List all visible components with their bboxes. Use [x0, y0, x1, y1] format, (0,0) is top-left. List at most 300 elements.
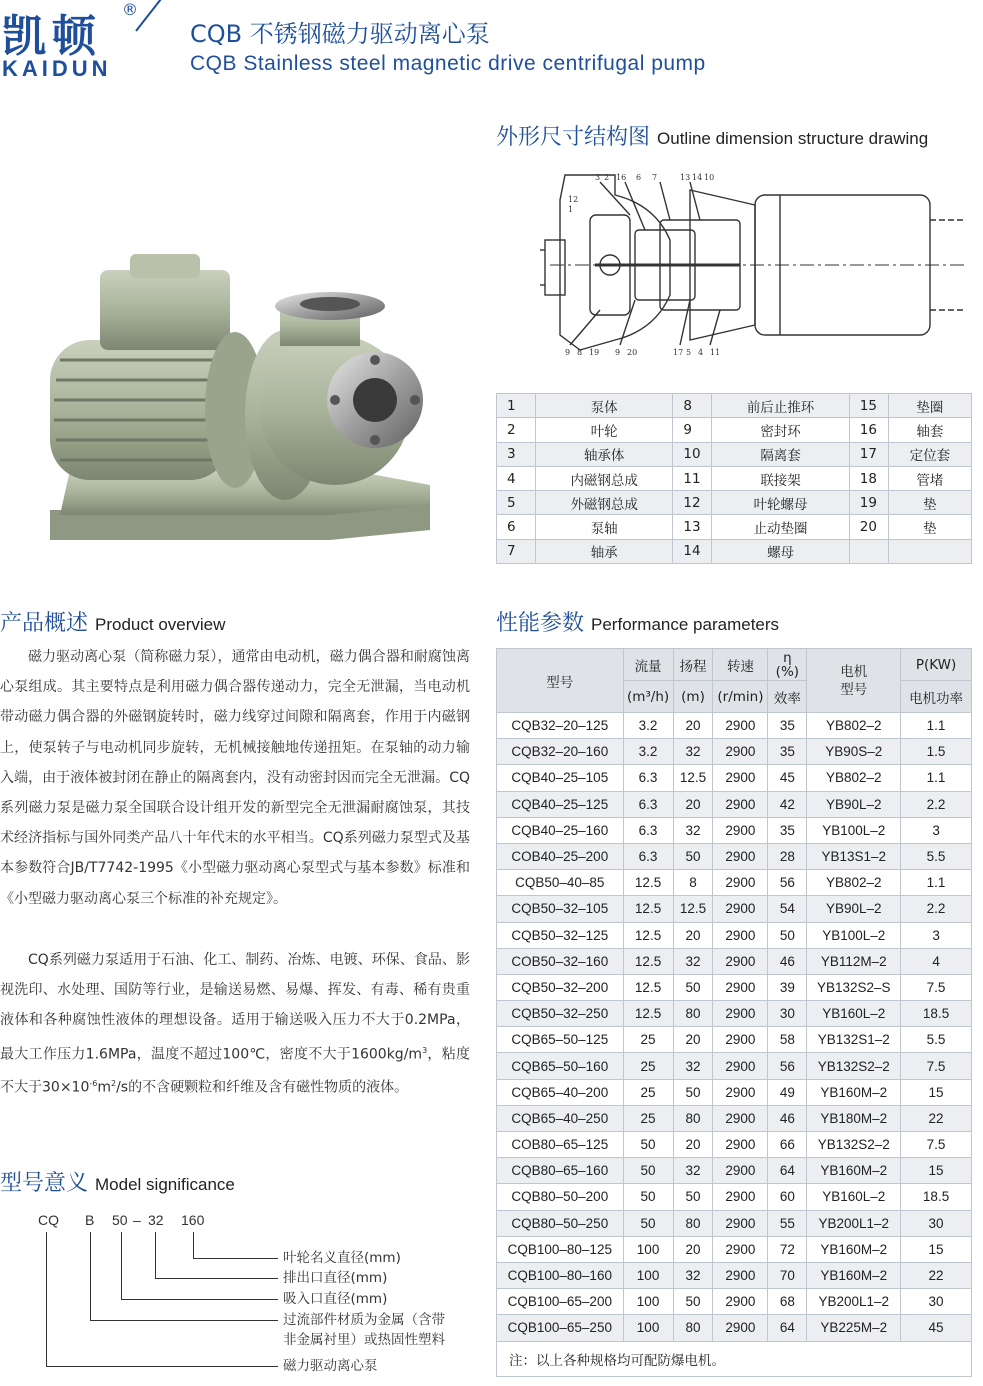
- outline-dimension-drawing: [540, 160, 970, 360]
- head-cell: 50: [673, 1184, 713, 1210]
- motor-cell: YB132S1–2: [807, 1027, 901, 1053]
- part-name: 管堵: [888, 466, 971, 490]
- performance-row: [497, 765, 972, 791]
- efficiency-cell: 46: [768, 1105, 807, 1131]
- speed-cell: 2900: [713, 922, 768, 948]
- parts-row: [497, 466, 972, 490]
- bracket-vertical-impeller: [193, 1232, 194, 1258]
- speed-cell: 2900: [713, 948, 768, 974]
- power-cell: 1.1: [901, 870, 972, 896]
- speed-cell: 2900: [713, 1315, 768, 1341]
- speed-cell: 2900: [713, 843, 768, 869]
- part-number: 19: [849, 491, 888, 515]
- part-name: 叶轮: [536, 418, 673, 442]
- bracket-vertical-material: [90, 1232, 91, 1320]
- header-speed: 转速: [713, 649, 768, 681]
- head-cell: 50: [673, 974, 713, 1000]
- model-section-title: [0, 1166, 235, 1197]
- model-code-b: B: [85, 1212, 95, 1228]
- flow-cell: 3.2: [623, 713, 673, 739]
- part-name: 前后止推环: [712, 394, 849, 418]
- speed-cell: 2900: [713, 817, 768, 843]
- model-cell: CQB80–50–250: [497, 1210, 624, 1236]
- overview-p2-text-c: ，粘度不大于30×10: [0, 1046, 470, 1097]
- parts-table: [496, 393, 972, 564]
- performance-row: [497, 1158, 972, 1184]
- efficiency-cell: 50: [768, 922, 807, 948]
- overview-p2-text-a: CQ系列磁力泵适用于石油、化工、制药、冶炼、电镀、环保、食品、影视洗印、水处理、国防等行业，是输送易燃、易爆、挥发、有毒、稀有贵重液体和各种腐蚀性液体的理想设备。适用于输送吸入压力不大于0.2MPa，最大工作压力1.6MPa，温度不超过100℃，密度不大于1600kg/m: [0, 952, 470, 1063]
- pump-photo-illustration: [30, 240, 450, 540]
- motor-cell: YB100L–2: [807, 817, 901, 843]
- performance-row: [497, 1053, 972, 1079]
- header-eff-symbol: [768, 649, 807, 681]
- part-name: 泵轴: [536, 515, 673, 539]
- performance-row: [497, 922, 972, 948]
- model-cell: CQB80–50–200: [497, 1184, 624, 1210]
- callout-top-5: 7: [652, 173, 658, 182]
- head-cell: 12.5: [673, 765, 713, 791]
- part-name: 螺母: [712, 539, 849, 563]
- flow-cell: 25: [623, 1053, 673, 1079]
- page-title-cn: CQB 不锈钢磁力驱动离心泵: [190, 20, 490, 48]
- part-name: 泵体: [536, 394, 673, 418]
- part-number: 6: [497, 515, 536, 539]
- part-name: 隔离套: [712, 442, 849, 466]
- efficiency-cell: 30: [768, 1001, 807, 1027]
- power-cell: 1.5: [901, 739, 972, 765]
- model-cell: CQB50–32–105: [497, 896, 624, 922]
- head-cell: 50: [673, 1289, 713, 1315]
- power-cell: 5.5: [901, 843, 972, 869]
- speed-cell: 2900: [713, 739, 768, 765]
- performance-row: [497, 791, 972, 817]
- eff-symbol: η: [783, 649, 792, 666]
- model-cell: COB40–25–200: [497, 843, 624, 869]
- part-number: 2: [497, 418, 536, 442]
- part-number: 14: [673, 539, 712, 563]
- overview-paragraph-2: [0, 945, 470, 1103]
- model-label-material-2: 非金属衬里）或热固性塑料: [283, 1332, 445, 1348]
- motor-cell: YB112M–2: [807, 948, 901, 974]
- performance-row: [497, 1079, 972, 1105]
- overview-p2-sup-1: 3: [422, 1045, 428, 1055]
- flow-cell: 6.3: [623, 843, 673, 869]
- callout-bottom-6: 17: [673, 348, 684, 357]
- header-head-unit: (m): [673, 681, 713, 713]
- part-name: 定位套: [888, 442, 971, 466]
- efficiency-cell: 35: [768, 739, 807, 765]
- parts-row: [497, 515, 972, 539]
- motor-cell: YB160M–2: [807, 1079, 901, 1105]
- efficiency-cell: 49: [768, 1079, 807, 1105]
- performance-row: [497, 870, 972, 896]
- bracket-horizontal-cq: [46, 1366, 278, 1367]
- flow-cell: 12.5: [623, 870, 673, 896]
- model-cell: CQB65–50–125: [497, 1027, 624, 1053]
- speed-cell: 2900: [713, 765, 768, 791]
- outline-title-cn: 外形尺寸结构图: [496, 125, 651, 150]
- speed-cell: 2900: [713, 791, 768, 817]
- motor-cell: YB132S2–2: [807, 1132, 901, 1158]
- performance-title-en: Performance parameters: [591, 615, 780, 634]
- performance-row: [497, 1184, 972, 1210]
- power-cell: 18.5: [901, 1001, 972, 1027]
- motor-cell: YB802–2: [807, 765, 901, 791]
- part-number: 5: [497, 491, 536, 515]
- motor-cell: YB160M–2: [807, 1158, 901, 1184]
- speed-cell: 2900: [713, 870, 768, 896]
- motor-cell: YB200L1–2: [807, 1289, 901, 1315]
- part-name: 止动垫圈: [712, 515, 849, 539]
- speed-cell: 2900: [713, 1079, 768, 1105]
- flow-cell: 3.2: [623, 739, 673, 765]
- part-number: 1: [497, 394, 536, 418]
- performance-row: [497, 1001, 972, 1027]
- part-name: 叶轮螺母: [712, 491, 849, 515]
- bracket-horizontal-impeller: [193, 1258, 278, 1259]
- motor-label-2: 型号: [840, 681, 868, 698]
- power-cell: 2.2: [901, 896, 972, 922]
- part-number: 10: [673, 442, 712, 466]
- part-number: 15: [849, 394, 888, 418]
- power-cell: 30: [901, 1210, 972, 1236]
- callout-bottom-7: 5: [686, 348, 692, 357]
- parts-row: [497, 418, 972, 442]
- head-cell: 20: [673, 1132, 713, 1158]
- motor-cell: YB132S2–2: [807, 1053, 901, 1079]
- part-number: 4: [497, 466, 536, 490]
- eff-percent: (%): [775, 663, 800, 680]
- speed-cell: 2900: [713, 896, 768, 922]
- performance-row: [497, 948, 972, 974]
- bracket-horizontal-material: [90, 1320, 278, 1321]
- part-number: 8: [673, 394, 712, 418]
- header-model: 型号: [497, 649, 624, 713]
- efficiency-cell: 60: [768, 1184, 807, 1210]
- part-number: 9: [673, 418, 712, 442]
- motor-cell: YB90L–2: [807, 896, 901, 922]
- head-cell: 32: [673, 817, 713, 843]
- performance-row: [497, 817, 972, 843]
- speed-cell: 2900: [713, 1289, 768, 1315]
- efficiency-cell: 35: [768, 713, 807, 739]
- header-head: 扬程: [673, 649, 713, 681]
- part-number: 18: [849, 466, 888, 490]
- efficiency-cell: 54: [768, 896, 807, 922]
- registered-mark: ®: [122, 0, 138, 19]
- part-number: 11: [673, 466, 712, 490]
- speed-cell: 2900: [713, 1210, 768, 1236]
- part-name: 垫: [888, 515, 971, 539]
- efficiency-cell: 58: [768, 1027, 807, 1053]
- bracket-horizontal-outlet: [155, 1278, 278, 1279]
- efficiency-cell: 55: [768, 1210, 807, 1236]
- bracket-vertical-inlet: [121, 1232, 122, 1299]
- head-cell: 50: [673, 843, 713, 869]
- head-cell: 20: [673, 791, 713, 817]
- performance-row: [497, 1132, 972, 1158]
- model-cell: COB80–65–125: [497, 1132, 624, 1158]
- performance-row: [497, 1315, 972, 1341]
- performance-row: [497, 1105, 972, 1131]
- motor-cell: YB90L–2: [807, 791, 901, 817]
- speed-cell: 2900: [713, 1132, 768, 1158]
- performance-row: [497, 739, 972, 765]
- power-cell: 3: [901, 817, 972, 843]
- motor-cell: YB225M–2: [807, 1315, 901, 1341]
- callout-top-3: 16: [616, 173, 627, 182]
- brand-logo-cn: 凯顿: [2, 11, 102, 62]
- bracket-vertical-outlet: [155, 1232, 156, 1278]
- motor-cell: YB180M–2: [807, 1105, 901, 1131]
- power-cell: 45: [901, 1315, 972, 1341]
- part-name: 轴承: [536, 539, 673, 563]
- performance-table: [496, 648, 972, 1377]
- parts-row: [497, 394, 972, 418]
- performance-section-title: [496, 606, 779, 637]
- efficiency-cell: 70: [768, 1262, 807, 1288]
- part-name: 内磁钢总成: [536, 466, 673, 490]
- performance-row: [497, 1236, 972, 1262]
- model-cell: CQB40–25–105: [497, 765, 624, 791]
- model-label-outlet: 排出口直径(mm): [283, 1270, 388, 1286]
- performance-title-cn: 性能参数: [496, 611, 585, 636]
- motor-cell: YB13S1–2: [807, 843, 901, 869]
- flow-cell: 25: [623, 1105, 673, 1131]
- parts-row: [497, 539, 972, 563]
- outline-section-title: [496, 120, 928, 151]
- flow-cell: 12.5: [623, 974, 673, 1000]
- motor-cell: YB160M–2: [807, 1236, 901, 1262]
- overview-p2-text-g: /s的不含硬颗粒和纤维及含有磁性物质的液体。: [116, 1080, 409, 1097]
- model-cell: CQB50–40–85: [497, 870, 624, 896]
- callout-bottom-2: 8: [577, 348, 583, 357]
- flow-cell: 100: [623, 1236, 673, 1262]
- model-cell: CQB65–40–250: [497, 1105, 624, 1131]
- speed-cell: 2900: [713, 1001, 768, 1027]
- flow-cell: 6.3: [623, 791, 673, 817]
- motor-cell: YB802–2: [807, 870, 901, 896]
- flow-cell: 100: [623, 1262, 673, 1288]
- flow-cell: 25: [623, 1027, 673, 1053]
- efficiency-cell: 28: [768, 843, 807, 869]
- flow-cell: 25: [623, 1079, 673, 1105]
- head-cell: 32: [673, 739, 713, 765]
- flow-cell: 50: [623, 1158, 673, 1184]
- model-cell: CQB100–65–250: [497, 1315, 624, 1341]
- part-name: 垫圈: [888, 394, 971, 418]
- overview-p2-sup-2: -6: [89, 1079, 98, 1089]
- model-cell: CQB100–80–125: [497, 1236, 624, 1262]
- flow-cell: 12.5: [623, 922, 673, 948]
- header-power: P(KW): [901, 649, 972, 681]
- callout-top-8: 10: [704, 173, 715, 182]
- brand-logo-en: KAIDUN: [2, 56, 112, 81]
- header-motor: [807, 649, 901, 713]
- overview-paragraph-1: 磁力驱动离心泵（简称磁力泵），通常由电动机，磁力偶合器和耐腐蚀离心泵组成。其主要特点是利用磁力偶合器传递动力，完全无泄漏，当电动机带动磁力偶合器的外磁钢旋转时，磁力线穿过间隙和隔离套，作用于内磁钢上，使泵转子与电动机同步旋转，无机械接触地传递扭矩。在泵轴的动力输入端，由于液体被封闭在静止的隔离套内，没有动密封因而完全无泄漏。CQ系列磁力泵是磁力泵全国联合设计组开发的新型完全无泄漏耐腐蚀泵，其技术经济指标与国外同类产品八十年代末的水平相当。CQ系列磁力泵型式及基本参数符合JB/T7742-1995《小型磁力驱动离心泵型式与基本参数》标准和《小型磁力驱动离心泵三个标准的补充规定》。: [0, 649, 470, 907]
- power-cell: 1.1: [901, 765, 972, 791]
- performance-note: 注：以上各种规格均可配防爆电机。: [497, 1341, 972, 1376]
- header-power-label: 电机功率: [901, 681, 972, 713]
- model-code-inlet: 50: [112, 1212, 128, 1228]
- part-name: 密封环: [712, 418, 849, 442]
- flow-cell: 50: [623, 1132, 673, 1158]
- speed-cell: 2900: [713, 1236, 768, 1262]
- model-cell: CQB40–25–160: [497, 817, 624, 843]
- power-cell: 15: [901, 1079, 972, 1105]
- bracket-vertical-cq: [46, 1232, 47, 1366]
- callout-bottom-4: 9: [615, 348, 621, 357]
- flow-cell: 100: [623, 1315, 673, 1341]
- motor-label-1: 电机: [840, 663, 868, 680]
- header-flow-unit: (m³/h): [623, 681, 673, 713]
- performance-row: [497, 974, 972, 1000]
- performance-row: [497, 843, 972, 869]
- callout-bottom-3: 19: [589, 348, 600, 357]
- model-cell: CQB32–20–160: [497, 739, 624, 765]
- efficiency-cell: 56: [768, 1053, 807, 1079]
- head-cell: 80: [673, 1001, 713, 1027]
- part-name: 轴承体: [536, 442, 673, 466]
- callout-bottom-5: 20: [627, 348, 638, 357]
- model-cell: CQB32–20–125: [497, 713, 624, 739]
- performance-row: [497, 713, 972, 739]
- power-cell: 22: [901, 1105, 972, 1131]
- power-cell: 2.2: [901, 791, 972, 817]
- part-number: 16: [849, 418, 888, 442]
- power-cell: 22: [901, 1262, 972, 1288]
- header-eff: 效率: [768, 681, 807, 713]
- model-label-magnetic-pump: 磁力驱动离心泵: [283, 1358, 378, 1374]
- model-cell: CQB50–32–200: [497, 974, 624, 1000]
- efficiency-cell: 42: [768, 791, 807, 817]
- part-name: 垫: [888, 491, 971, 515]
- efficiency-cell: 64: [768, 1158, 807, 1184]
- power-cell: 3: [901, 922, 972, 948]
- motor-cell: YB132S2–S: [807, 974, 901, 1000]
- head-cell: 20: [673, 922, 713, 948]
- efficiency-cell: 72: [768, 1236, 807, 1262]
- motor-cell: YB90S–2: [807, 739, 901, 765]
- speed-cell: 2900: [713, 974, 768, 1000]
- power-cell: 7.5: [901, 1053, 972, 1079]
- head-cell: 80: [673, 1210, 713, 1236]
- power-cell: 30: [901, 1289, 972, 1315]
- overview-title-en: Product overview: [95, 615, 226, 634]
- motor-cell: YB160L–2: [807, 1001, 901, 1027]
- head-cell: 12.5: [673, 896, 713, 922]
- model-title-en: Model significance: [95, 1175, 235, 1194]
- model-label-impeller: 叶轮名义直径(mm): [283, 1250, 401, 1266]
- head-cell: 20: [673, 1236, 713, 1262]
- part-name: 外磁钢总成: [536, 491, 673, 515]
- model-title-cn: 型号意义: [0, 1171, 89, 1196]
- performance-row: [497, 1210, 972, 1236]
- model-label-material-1: 过流部件材质为金属（含带: [283, 1312, 445, 1328]
- callout-left-1: 12: [568, 195, 579, 204]
- outline-title-en: Outline dimension structure drawing: [657, 129, 929, 148]
- model-cell: CQB100–80–160: [497, 1262, 624, 1288]
- motor-cell: YB100L–2: [807, 922, 901, 948]
- model-cell: CQB50–32–125: [497, 922, 624, 948]
- overview-section-title: [0, 606, 225, 637]
- motor-cell: YB802–2: [807, 713, 901, 739]
- head-cell: 8: [673, 870, 713, 896]
- callout-top-4: 6: [636, 173, 642, 182]
- flow-cell: 12.5: [623, 1001, 673, 1027]
- callout-top-1: 3: [595, 173, 601, 182]
- header-flow: 流量: [623, 649, 673, 681]
- part-number: 13: [673, 515, 712, 539]
- speed-cell: 2900: [713, 1262, 768, 1288]
- callout-top-2: 2: [604, 173, 610, 182]
- head-cell: 32: [673, 1158, 713, 1184]
- head-cell: 20: [673, 1027, 713, 1053]
- overview-title-cn: 产品概述: [0, 611, 89, 636]
- efficiency-cell: 39: [768, 974, 807, 1000]
- model-cell: CQB50–32–250: [497, 1001, 624, 1027]
- model-code-dash: –: [133, 1212, 141, 1228]
- performance-row: [497, 1027, 972, 1053]
- header-speed-unit: (r/min): [713, 681, 768, 713]
- part-number: 12: [673, 491, 712, 515]
- speed-cell: 2900: [713, 1105, 768, 1131]
- callout-top-7: 14: [692, 173, 703, 182]
- model-code-outlet: 32: [148, 1212, 164, 1228]
- header-divider: [135, 0, 174, 32]
- part-number: 7: [497, 539, 536, 563]
- model-cell: CQB65–40–200: [497, 1079, 624, 1105]
- flow-cell: 6.3: [623, 817, 673, 843]
- flow-cell: 6.3: [623, 765, 673, 791]
- speed-cell: 2900: [713, 1053, 768, 1079]
- callout-bottom-1: 9: [565, 348, 571, 357]
- speed-cell: 2900: [713, 1158, 768, 1184]
- callout-bottom-8: 4: [698, 348, 704, 357]
- part-name: 轴套: [888, 418, 971, 442]
- head-cell: 20: [673, 713, 713, 739]
- efficiency-cell: 68: [768, 1289, 807, 1315]
- model-code-cq: CQ: [38, 1212, 59, 1228]
- head-cell: 32: [673, 1262, 713, 1288]
- model-cell: CQB40–25–125: [497, 791, 624, 817]
- motor-cell: YB160M–2: [807, 1262, 901, 1288]
- power-cell: 5.5: [901, 1027, 972, 1053]
- flow-cell: 50: [623, 1210, 673, 1236]
- power-cell: 15: [901, 1158, 972, 1184]
- model-code-impeller: 160: [181, 1212, 205, 1228]
- head-cell: 32: [673, 1053, 713, 1079]
- power-cell: 18.5: [901, 1184, 972, 1210]
- head-cell: 32: [673, 948, 713, 974]
- model-cell: CQB80–65–160: [497, 1158, 624, 1184]
- motor-cell: YB160L–2: [807, 1184, 901, 1210]
- part-name: [888, 539, 971, 563]
- head-cell: 80: [673, 1315, 713, 1341]
- model-cell: CQB65–50–160: [497, 1053, 624, 1079]
- power-cell: 4: [901, 948, 972, 974]
- efficiency-cell: 66: [768, 1132, 807, 1158]
- callout-bottom-9: 11: [710, 348, 721, 357]
- page-title-en: CQB Stainless steel magnetic drive centrifugal pump: [190, 52, 706, 75]
- efficiency-cell: 35: [768, 817, 807, 843]
- part-number: 20: [849, 515, 888, 539]
- performance-row: [497, 1289, 972, 1315]
- parts-row: [497, 442, 972, 466]
- model-label-inlet: 吸入口直径(mm): [283, 1291, 388, 1307]
- parts-row: [497, 491, 972, 515]
- head-cell: 50: [673, 1079, 713, 1105]
